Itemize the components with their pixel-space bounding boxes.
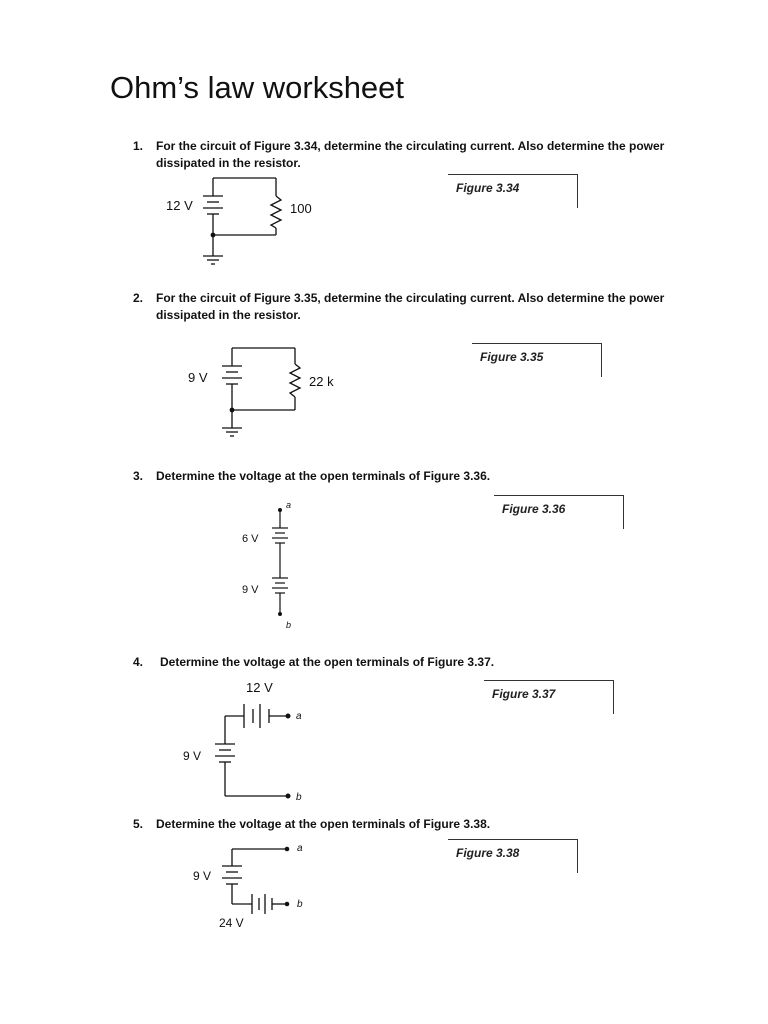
source-bottom-label: 24 V [219,916,244,930]
figure-label: Figure 3.36 [502,502,566,516]
circuit-figure-3-34 [150,168,310,268]
terminal-a-label: a [286,500,292,510]
figure-label: Figure 3.37 [492,687,556,701]
question-number: 2. [133,291,144,305]
question-text: For the circuit of Figure 3.34, determine the circulating current. Also determine the power dissipated in the resistor. [156,139,665,170]
question-text: Determine the voltage at the open terminals of Figure 3.37. [160,655,495,669]
circuit-figure-3-35 [180,340,350,445]
source-left-label: 9 V [193,869,212,883]
source-top-label: 6 V [242,533,259,545]
figure-label-box-3-37 [484,680,614,714]
question-number: 5. [133,817,144,831]
source-top-label: 12 V [246,680,273,695]
terminal-b-label: b [286,620,292,630]
question-text: For the circuit of Figure 3.35, determine the circulating current. Also determine the power dissipated in the resistor. [156,291,665,322]
resistor-value-label: 22 k [309,374,334,389]
question-text: Determine the voltage at the open terminals of Figure 3.38. [156,817,491,831]
figure-label: Figure 3.38 [456,846,520,860]
figure-label-box-3-34 [448,174,578,208]
figure-label-box-3-36 [494,495,624,529]
terminal-a-label: a [297,843,303,854]
terminal-b-label: b [296,792,302,803]
figure-label: Figure 3.34 [456,181,520,195]
question-4 [133,654,693,671]
source-voltage-label: 9 V [188,370,208,385]
figure-label: Figure 3.35 [480,350,544,364]
page-title: Ohm’s law worksheet [110,70,405,105]
terminal-b-label: b [297,899,303,910]
question-number: 1. [133,139,144,153]
source-bottom-label: 9 V [242,584,259,596]
question-number: 3. [133,469,144,483]
figure-label-box-3-35 [472,343,602,377]
circuit-figure-3-36 [230,496,320,631]
question-5 [133,816,693,833]
circuit-figure-3-38 [185,838,325,938]
resistor-value-label: 100 [290,201,312,216]
source-voltage-label: 12 V [166,198,193,213]
question-3 [133,468,693,485]
question-text: Determine the voltage at the open terminals of Figure 3.36. [156,469,491,483]
question-1 [133,138,693,172]
terminal-a-label: a [296,711,302,722]
question-2 [133,290,693,324]
figure-label-box-3-38 [448,839,578,873]
circuit-figure-3-37 [175,676,325,806]
source-left-label: 9 V [183,749,202,763]
question-number: 4. [133,655,144,669]
